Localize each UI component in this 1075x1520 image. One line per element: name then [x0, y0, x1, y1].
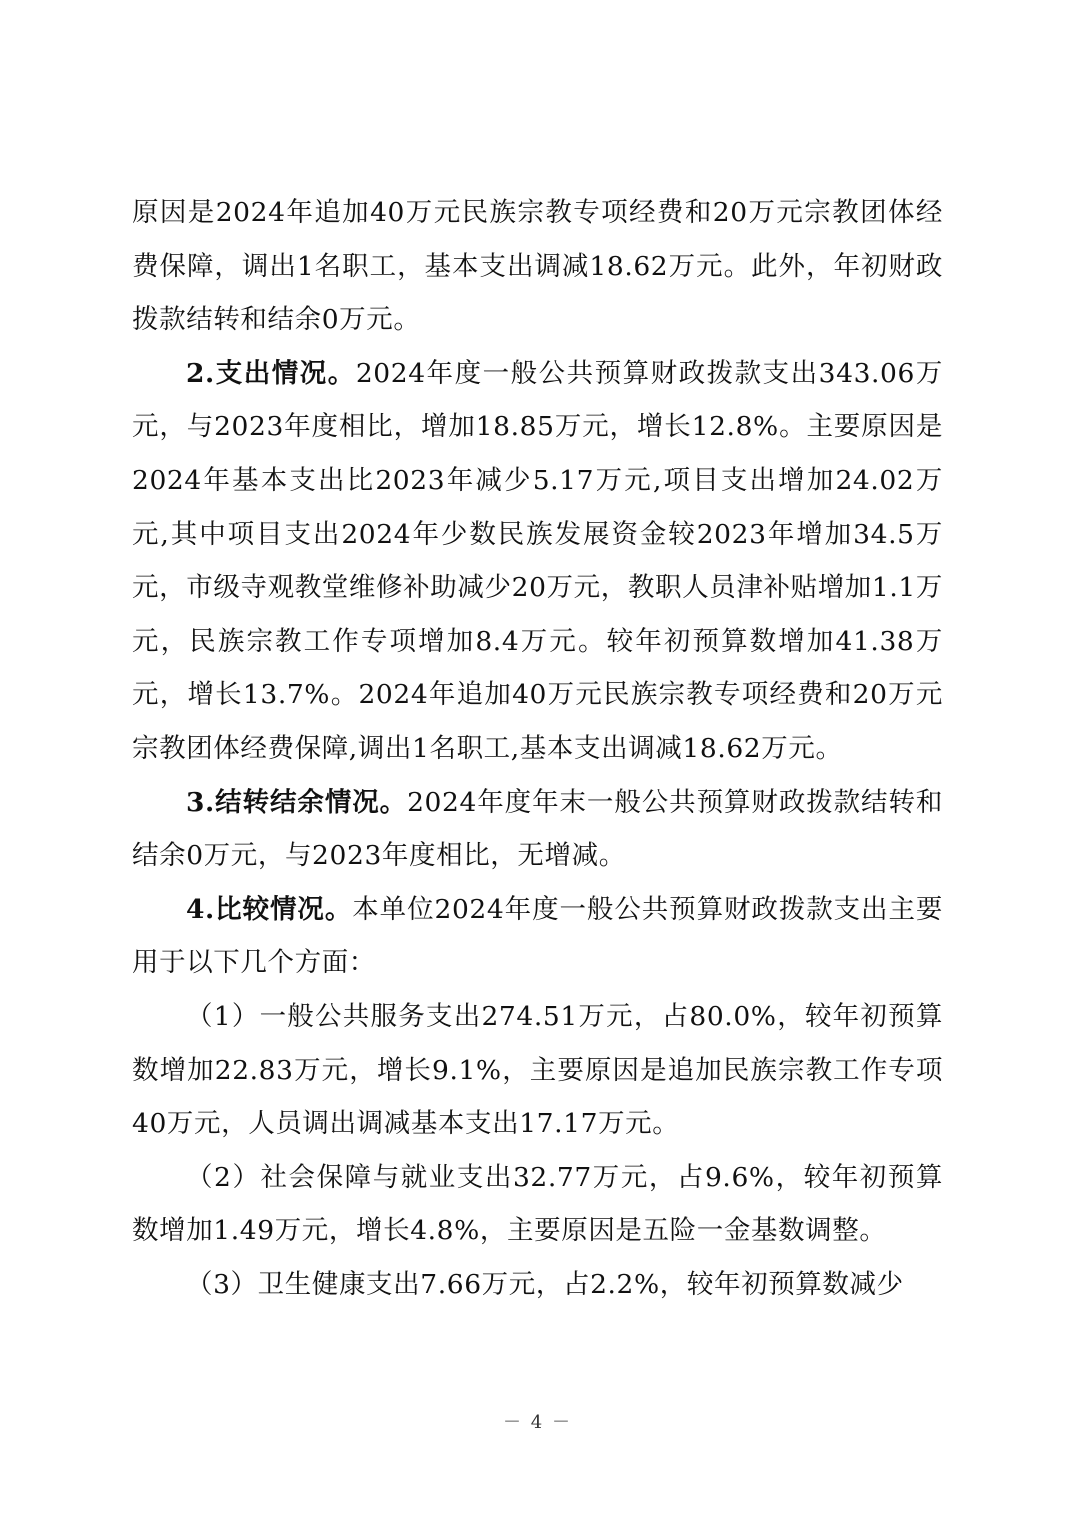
- paragraph-text: （3）卫生健康支出7.66万元，占2.2%，较年初预算数减少: [186, 1268, 904, 1300]
- list-item-social-security: [132, 1151, 943, 1258]
- paragraph-carryover: [132, 776, 943, 883]
- paragraph-text: 2024年度一般公共预算财政拨款支出343.06万元，与2023年度相比，增加18.85万元，增长12.8%。主要原因是2024年基本支出比2023年减少5.17万元,项目支出增加24.02万元,其中项目支出2024年少数民族发展资金较2023年增加34.5万元，市级寺观教堂维修补助减少20万元，教职人员津补贴增加1.1万元，民族宗教工作专项增加8.4万元。较年初预算数增加41.38万元，增长13.7%。2024年追加40万元民族宗教专项经费和20万元宗教团体经费保障,调出1名职工,基本支出调减18.62万元。: [132, 357, 943, 764]
- page-number: － 4 －: [503, 1412, 572, 1433]
- list-item-public-services: [132, 990, 943, 1151]
- list-item-health: [132, 1258, 943, 1312]
- paragraph-text: 本单位2024年度一般公共预算财政拨款支出主要用于以下几个方面：: [132, 893, 943, 979]
- paragraph-text: （1）一般公共服务支出274.51万元，占80.0%，较年初预算数增加22.83万元，增长9.1%，主要原因是追加民族宗教工作专项40万元，人员调出调减基本支出17.17万元。: [132, 1000, 943, 1140]
- section-heading-comparison: 4.比较情况。: [186, 893, 353, 925]
- paragraph-expenditure: [132, 347, 943, 776]
- paragraph-text: 2024年度年末一般公共预算财政拨款结转和结余0万元，与2023年度相比，无增减。: [132, 786, 943, 872]
- section-heading-expenditure: 2.支出情况。: [186, 357, 356, 389]
- paragraph-text: （2）社会保障与就业支出32.77万元，占9.6%，较年初预算数增加1.49万元，增长4.8%，主要原因是五险一金基数调整。: [132, 1161, 943, 1247]
- paragraph-budget-reason: [132, 186, 943, 347]
- document-body: [132, 186, 943, 1311]
- paragraph-text: 原因是2024年追加40万元民族宗教专项经费和20万元宗教团体经费保障，调出1名职工，基本支出调减18.62万元。此外，年初财政拨款结转和结余0万元。: [132, 197, 943, 336]
- section-heading-carryover: 3.结转结余情况。: [186, 786, 408, 818]
- paragraph-comparison: [132, 883, 943, 990]
